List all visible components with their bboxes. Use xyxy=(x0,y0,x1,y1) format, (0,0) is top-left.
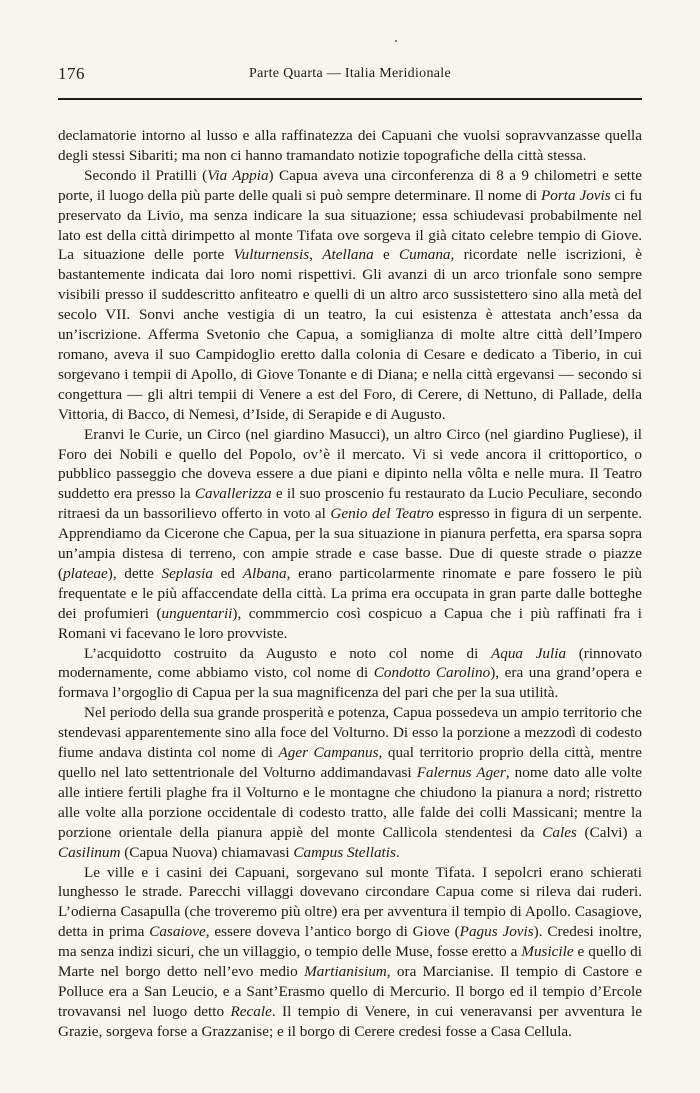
paragraph-1: declamatorie intorno al lusso e alla raffinatezza dei Capuani che vuolsi sopravvanzasse quella degli stessi Sibariti; ma non ci hanno tramandato notizie topografiche della città stessa. xyxy=(58,127,642,164)
paragraph-4: L’acquidotto costruito da Augusto e noto col nome di Aqua Julia (rinnovato modernamente, come abbiamo visto, col nome di Condotto Carolino), era una grand’opera e formava l’orgoglio di Capua per la sua magnificenza del pari che per la sua utilità. xyxy=(58,644,642,702)
running-head: Parte Quarta — Italia Meridionale xyxy=(249,66,451,81)
page-header xyxy=(58,64,642,86)
paragraph-6: Le ville e i casini dei Capuani, sorgevano sul monte Tifata. I sepolcri erano schierati lunghesso le strade. Parecchi villaggi dovevano circondare Capua come si rileva dai ruderi. L’odierna Casapulla (che troveremo più oltre) era per avventura il tempio di Apollo. Casagiove, detta in prima Casaiove, essere doveva l’antico borgo di Giove (Pagus Jovis). Credesi inoltre, ma senza indizi sicuri, che un villaggio, o tempio delle Muse, fosse eretto a Musicile e quello di Marte nel borgo detto nell’evo medio Martianisium, ora Marcianise. Il tempio di Castore e Polluce era a San Leucio, e a Sant’Erasmo quello di Mercurio. Il borgo ed il tempio d’Ercole trovavansi nel luogo detto Recale. Il tempio di Venere, in cui veneravansi per avventura le Grazie, sorgeva forse a Grazzanise; e il borgo di Cerere credesi fosse a Casa Cellula. xyxy=(58,863,642,1040)
page-number: 176 xyxy=(58,64,85,83)
paragraph-5: Nel periodo della sua grande prosperità e potenza, Capua possedeva un ampio territorio che stendevasi apparentemente sino alla foce del Volturno. Di esso la porzione a mezzodì di codesto fiume andava distinta col nome di Ager Campanus, qual territorio proprio della città, mentre quello nel lato settentrionale del Volturno addimandavasi Falernus Ager, nome dato alle volte alle intiere fertili plaghe fra il Volturno e le montagne che chiudono la pianura a nord; ristretto alle volte alla porzione occidentale di codesto tratto, alle falde dei colli Massicani; mentre la porzione orientale della pianura appiè del monte Callicola stendentesi da Cales (Calvi) a Casilinum (Capua Nuova) chiamavasi Campus Stellatis. xyxy=(58,704,642,861)
paragraph-2: Secondo il Pratilli (Via Appia) Capua aveva una circonferenza di 8 a 9 chilometri e sette porte, il luogo della più parte delle quali si può sempre determinare. Il nome di Porta Jovis ci fu preservato da Livio, ma senza indicare la sua situazione; essa schiudevasi probabilmente nel lato est della città dirimpetto al monte Tifata ove sorgeva il già citato celebre tempio di Giove. La situazione delle porte Vulturnensis, Atellana e Cumana, ricordate nelle iscrizioni, è bastantemente indicata dai loro nomi rispettivi. Gli avanzi di un arco trionfale sono sempre visibili presso il suddescritto anfiteatro e quelli di un altro arco sussistettero sino alla metà del secolo VII. Sonvi anche vestigia di un teatro, la cui esistenza è attestata anch’essa da un’iscrizione. Afferma Svetonio che Capua, a somiglianza di molte altre città dell’Impero romano, aveva il suo Campidoglio eretto dalla colonia di Cesare e dedicato a Tiberio, in cui sorgevano i tempii di Apollo, di Giove Tonante e di Diana; e nella città ergevansi — secondo si congettura — gli altri tempii di Venere a est del Foro, di Cerere, di Nettuno, di Pallade, della Vittoria, di Bacco, di Nemesi, d’Iside, di Serapide e di Augusto. xyxy=(58,166,643,423)
print-speck xyxy=(395,40,397,42)
body-text xyxy=(58,126,642,1042)
paragraph-3: Eranvi le Curie, un Circo (nel giardino Masucci), un altro Circo (nel giardino Pugliese), il Foro dei Nobili e quello del Popolo, ov’è il mercato. Vi si vede ancora il crittoportico, o pubblico passeggio che doveva essere a due piani e dipinto nella vôlta e nelle mura. Il Teatro suddetto era presso la Cavallerizza e il suo proscenio fu restaurato da Lucio Peculiare, secondo ritraesi da un bassorilievo offerto in voto al Genio del Teatro espresso in figura di un serpente. Apprendiamo da Cicerone che Capua, per la sua situazione in pianura perfetta, era sparsa sopra un’ampia distesa di terreno, con ampie strade e case basse. Due di queste strade o piazze (plateae), dette Seplasia ed Albana, erano particolarmente rinomate e pare fossero le più frequentate e le più affaccendate della città. La prima era occupata in gran parte dalle botteghe dei profumieri (unguentarii), commmercio così cospicuo a Capua che i più raffinati fra i Romani vi facevano le loro provviste. xyxy=(58,425,643,642)
header-rule xyxy=(58,98,642,100)
